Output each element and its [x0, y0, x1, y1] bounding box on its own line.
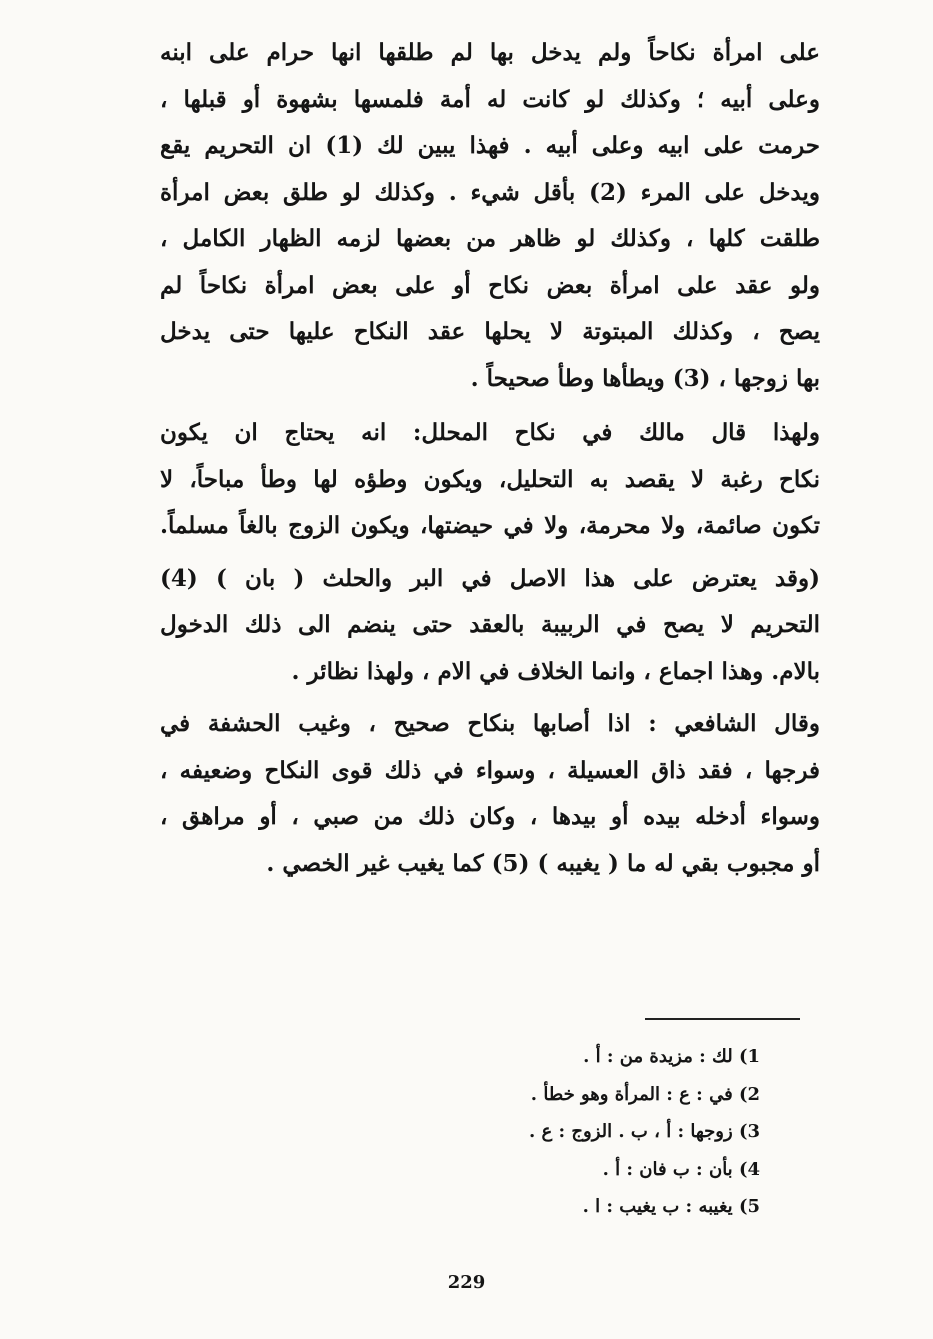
footnote-1: 1) لك : مزيدة من : أ . — [583, 1046, 760, 1067]
footnotes — [300, 1038, 760, 1226]
text-line: حرمت على ابيه وعلى أبيه . فهذا يبين لك (1) ان التحريم يقع — [160, 132, 820, 159]
paragraph-1 — [160, 30, 820, 402]
footnote-2: 2) في : ع : المرأة وهو خطأ . — [530, 1083, 760, 1105]
text-line: التحريم لا يصح في الربيبة بالعقد حتى ينضم الى ذلك الدخول — [160, 611, 820, 638]
text-line: فرجها ، فقد ذاق العسيلة ، وسواء في ذلك قوى النكاح وضعيفه ، — [160, 756, 820, 784]
footnote-4: 4) بأن : ب فان : أ . — [602, 1158, 760, 1180]
footnote-5: 5) يغيبه : ب يغيب : ا . — [582, 1196, 760, 1217]
text-line: (وقد يعترض على هذا الاصل في البر والحلث ( بان ) (4) — [160, 564, 820, 592]
text-line: نكاح رغبة لا يقصد به التحليل، ويكون وطؤه لها وطأ مباحاً، لا — [160, 465, 820, 493]
footnote-separator — [645, 1018, 800, 1020]
paragraph-2 — [160, 410, 820, 550]
paragraph-3 — [160, 556, 820, 696]
text-line: يصح ، وكذلك المبتوتة لا يحلها عقد النكاح عليها حتى يدخل — [160, 318, 820, 345]
text-line: ولهذا قال مالك في نكاح المحلل: انه يحتاج ان يكون — [160, 419, 820, 446]
paragraph-4 — [160, 701, 820, 887]
text-line: ولو عقد على امرأة بعض نكاح أو على بعض امرأة نكاحاً لم — [160, 271, 820, 299]
text-line: بالام. وهذا اجماع ، وانما الخلاف في الام ، ولهذا نظائر . — [291, 657, 820, 685]
text-line: على امرأة نكاحاً ولم يدخل بها لم طلقها انها حرام على ابنه — [160, 39, 820, 66]
footnote-3: 3) زوجها : أ ، ب . الزوج : ع . — [528, 1121, 760, 1142]
body-text — [160, 30, 820, 887]
text-line: وقال الشافعي : اذا أصابها بنكاح صحيح ، وغيب الحشفة في — [160, 710, 820, 737]
text-line: تكون صائمة، ولا محرمة، ولا في حيضتها، ويكون الزوج بالغاً مسلماً. — [160, 512, 820, 539]
text-line: وعلى أبيه ؛ وكذلك لو كانت له أمة فلمسها بشهوة أو قبلها ، — [160, 85, 820, 113]
text-line: طلقت كلها ، وكذلك لو ظاهر من بعضها لزمه الظهار الكامل ، — [160, 225, 820, 252]
text-line: أو مجبوب بقي له ما ( يغيبه ) (5) كما يغيب غير الخصي . — [266, 849, 820, 877]
text-line: وسواء أدخله بيده أو بيدها ، وكان ذلك من صبي ، أو مراهق ، — [160, 803, 820, 830]
text-line: بها زوجها ، (3) ويطأها وطأ صحيحاً . — [470, 364, 820, 392]
text-line: ويدخل على المرء (2) بأقل شيء . وكذلك لو طلق بعض امرأة — [160, 178, 820, 206]
page-number: 229 — [447, 1272, 486, 1293]
